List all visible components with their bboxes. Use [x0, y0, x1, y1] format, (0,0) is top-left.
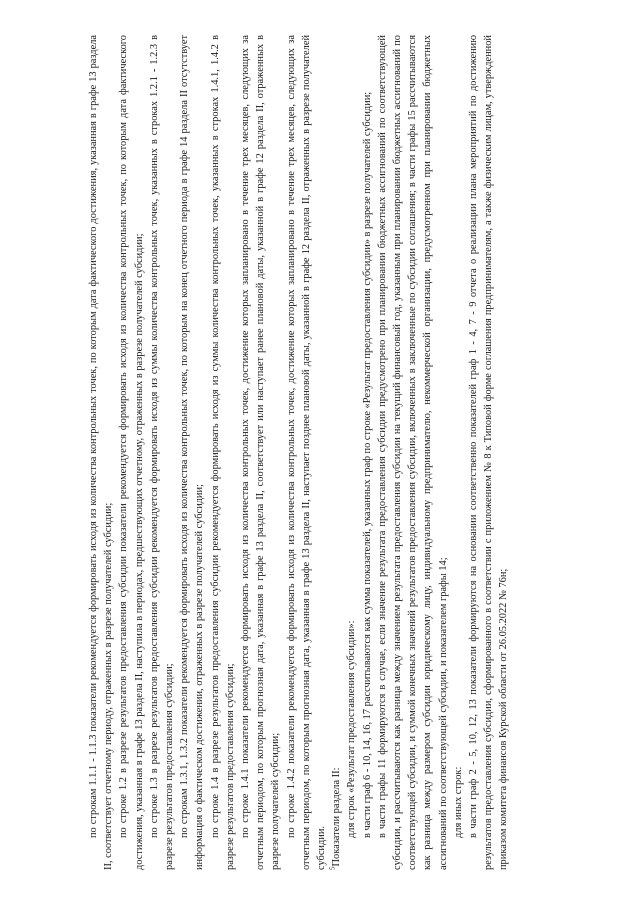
paragraph-columns-6-17: в части граф 6 - 10, 14, 16, 17 рассчитываются как сумма показателей, указанных граф по строке «Результат предоставления субсидии» в разрезе получателей субсидии;: [361, 91, 373, 838]
paragraph-column-11: в части графы 11 формируются в случае, если значение результата предоставления субсидии предусмотрено при планировании бюджетных ассигнований по соответствующей субсидии, и рассчитываются как разница между значением результата предоставления субсидии на текущий финансовый год, указанным при планировании бюджетных ассигнований по соответствующей субсидии, и суммой конечных значений результатов предоставления субсидии, включенных в заключенные по субсидии соглашения; в части графы 15 рассчитываются как разница между размером субсидии юридическому лицу, индивидуальному предпринимателю, некоммерческой организации, предусмотренном при планировании бюджетных ассигнований по соответствующей субсидии, и показателем графы 14;: [376, 35, 449, 870]
section-ii-heading-text: Показатели раздела II:: [331, 767, 343, 867]
paragraph-rows-1-3-1: по строкам 1.3.1, 1.3.2 показатели рекомендуется формировать исходя из количества контрольных точек, по которым на конец отчетного периода в графе 14 раздела II отсутствует информация о фактическом достижении, отраженных в разрезе получателей субсидии;: [179, 35, 206, 870]
paragraph-other-rows: для иных строк:: [452, 766, 464, 838]
footnote-mark: 5: [328, 866, 337, 870]
paragraph-row-1-4-2: по строке 1.4.2 показатели рекомендуется формировать исходя из количества контрольных точек, достижение которых запланировано в течение трех месяцев, следующих за отчетным периодом, по которым прогнозная дата, указанная в графе 13 раздела II, наступает позднее плановой даты, указанной в графе 12 раздела II, отраженных в разрезе получателей субсидии.: [285, 35, 328, 870]
paragraph-row-1-4-1: по строке 1.4.1 показатели рекомендуется формировать исходя из количества контрольных точек, достижение которых запланировано в течение трех месяцев, следующих за отчетным периодом, по которым прогнозная дата, указанная в графе 13 раздела II, соответствует или наступает ранее плановой даты, указанной в графе 12 раздела II, отраженных в разрезе получателей субсидии;: [240, 35, 282, 870]
paragraph-result-rows: для строк «Результат предоставления субсидии»:: [346, 620, 358, 838]
paragraph-row-1-3: по строке 1.3 в разрезе результатов предоставления субсидии рекомендуется формировать исходя из суммы количества контрольных точек, указанных в строках 1.2.1 - 1.2.3 в разрезе результатов предоставления субсидии;: [148, 35, 176, 870]
paragraph-row-1-4: по строке 1.4 в разрезе результатов предоставления субсидии рекомендуется формировать исходя из суммы количества контрольных точек, указанных в строках 1.4.1, 1.4.2 в разрезе результатов предоставления субсидии;: [209, 35, 236, 870]
paragraph-row-1-2: по строке 1.2 в разрезе результатов предоставления субсидии показатели рекомендуется формировать исходя из количества контрольных точек, по которым дата фактического достижения, указанная в графе 13 раздела II, наступила в периодах, предшествующих отчетному, отраженных в разрезе получателей субсидии;: [118, 35, 145, 870]
section-ii-heading: [329, 35, 344, 870]
rotated-text-block: [86, 35, 556, 870]
paragraph-rows-1-1: по строкам 1.1.1 - 1.1.3 показатели рекомендуется формировать исходя из количества контрольных точек, по которым дата фактического достижения, указанная в графе 13 раздела II, соответствует отчетному периоду, отраженных в разрезе получателей субсидии;: [88, 35, 115, 870]
paragraph-columns-2-13: в части граф 2 - 5, 10, 12, 13 показатели формируются на основании соответственно показателей граф 1 - 4, 7 - 9 отчета о реализации плана мероприятий по достижению результатов предоставления субсидии, сформированного в соответствии с приложением № 8 к Типовой форме соглашения предпринимателям, а также физическим лицам, утвержденной приказом комитета финансов Курской области от 26.05.2022 № 76н;: [468, 35, 510, 870]
